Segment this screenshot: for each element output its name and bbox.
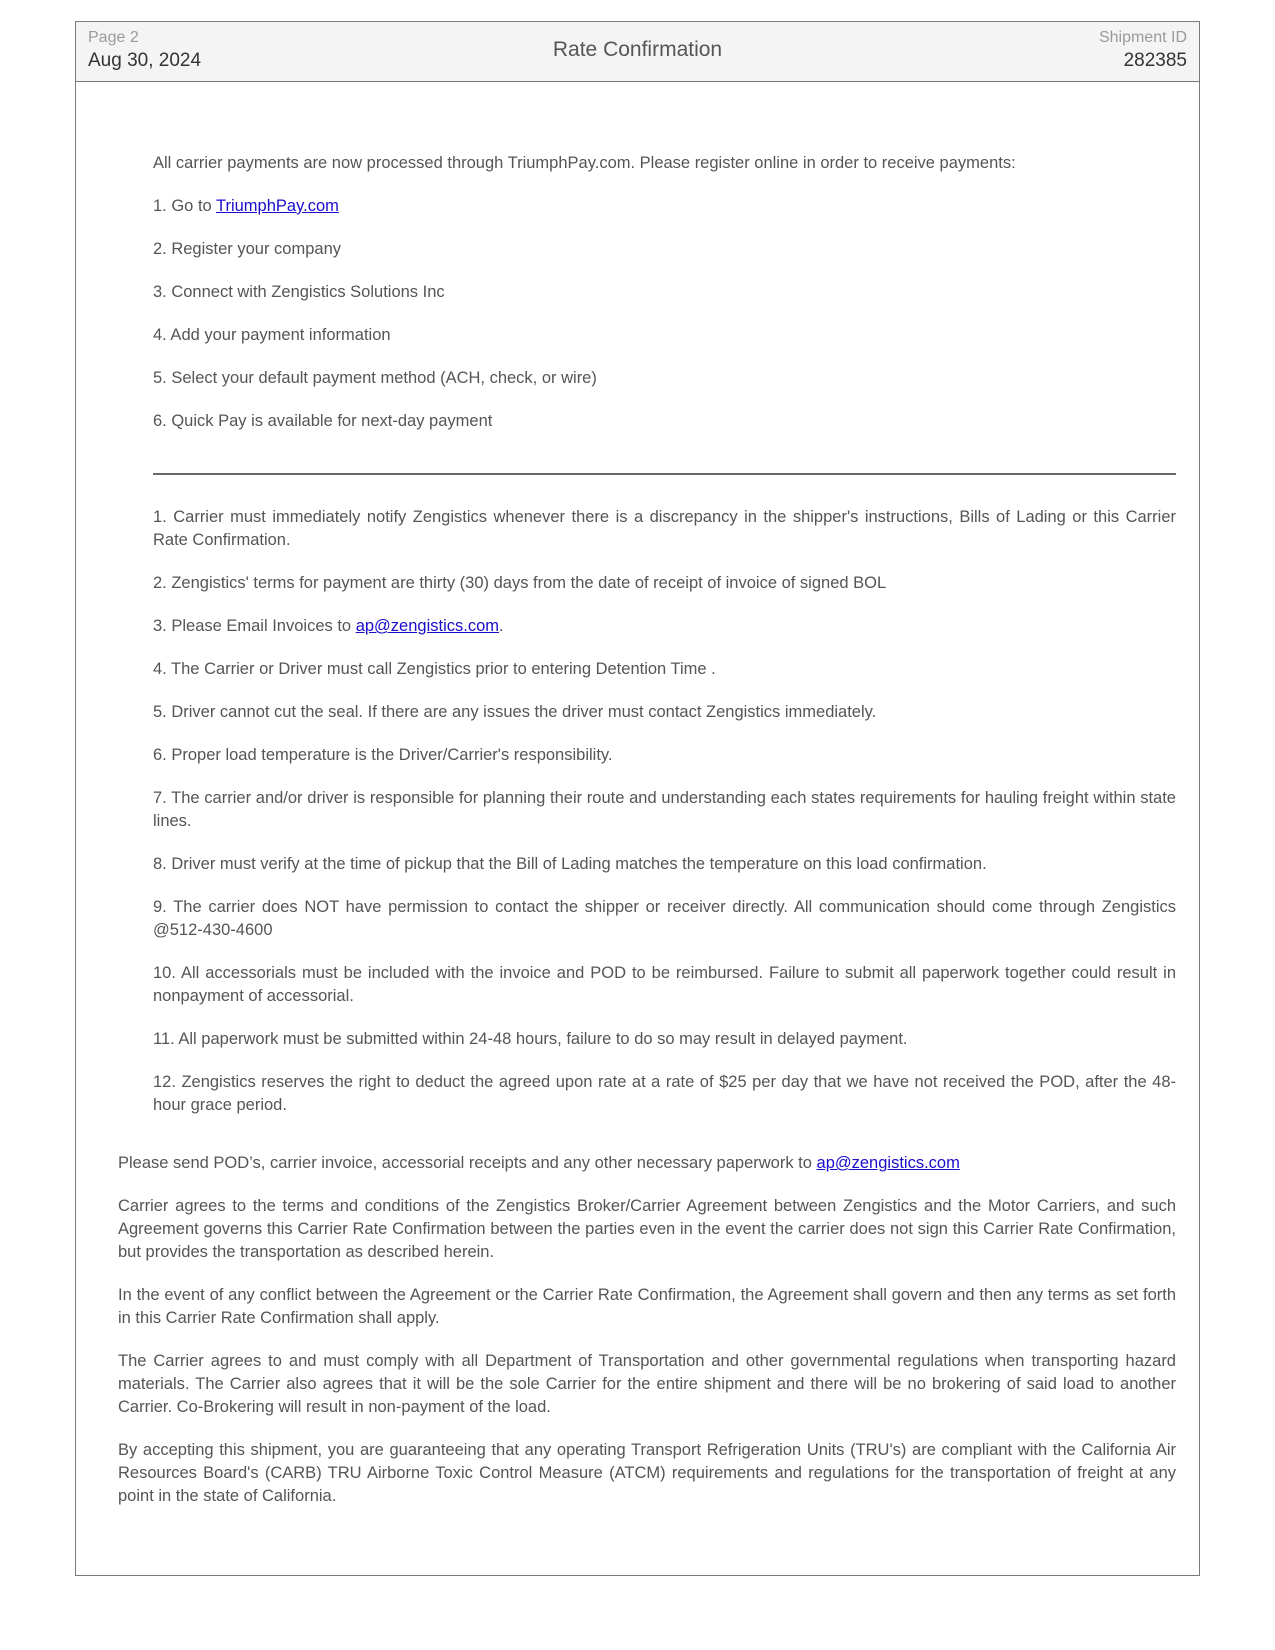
- payment-step-4: 4. Add your payment information: [153, 326, 391, 344]
- invoice-email-link[interactable]: ap@zengistics.com: [355, 617, 499, 635]
- document-page: [75, 21, 1200, 1576]
- carb-compliance-paragraph: By accepting this shipment, you are guaranteeing that any operating Transport Refrigeration Units (TRU's) are compliant with the California Air Resources Board's (CARB) TRU Airborne Toxic Control Measure (ATCM) requirements and regulations for the transportation of freight at any point in the state of California.: [118, 1441, 1176, 1505]
- term-11: 11. All paperwork must be submitted within 24-48 hours, failure to do so may result in delayed payment.: [153, 1030, 908, 1048]
- term-3-period: .: [499, 617, 504, 635]
- payment-step-1-text: 1. Go to: [153, 197, 216, 215]
- term-12: 12. Zengistics reserves the right to deduct the agreed upon rate at a rate of $25 per day that we have not received the POD, after the 48-hour grace period.: [153, 1073, 1176, 1114]
- page-number: Page 2: [88, 29, 139, 46]
- pod-instructions: [118, 1152, 1176, 1175]
- term-7: 7. The carrier and/or driver is responsible for planning their route and understanding each states requirements for hauling freight within state lines.: [153, 789, 1176, 830]
- payment-instructions: [153, 82, 1176, 475]
- document-date: Aug 30, 2024: [88, 50, 202, 71]
- document-title: Rate Confirmation: [552, 38, 723, 61]
- term-3-text: 3. Please Email Invoices to: [153, 617, 356, 635]
- term-5: 5. Driver cannot cut the seal. If there are any issues the driver must contact Zengistics immediately.: [153, 703, 877, 721]
- page-content: [76, 82, 1199, 1528]
- term-10: 10. All accessorials must be included with the invoice and POD to be reimbursed. Failure to submit all paperwork together could result in nonpayment of accessorial.: [153, 964, 1176, 1005]
- term-1: 1. Carrier must immediately notify Zengistics whenever there is a discrepancy in the shipper's instructions, Bills of Lading or this Carrier Rate Confirmation.: [153, 508, 1176, 549]
- triumphpay-link[interactable]: TriumphPay.com: [216, 197, 339, 215]
- header-right: [1099, 28, 1187, 74]
- page-header: [76, 22, 1199, 82]
- dot-compliance-paragraph: The Carrier agrees to and must comply with all Department of Transportation and other governmental regulations when transporting hazard materials. The Carrier also agrees that it will be the sole Carrier for the entire shipment and there will be no brokering of said load to another Carrier. Co-Brokering will result in non-payment of the load.: [118, 1352, 1176, 1416]
- payment-step-6: 6. Quick Pay is available for next-day payment: [153, 412, 493, 430]
- term-4: 4. The Carrier or Driver must call Zengistics prior to entering Detention Time .: [153, 660, 716, 678]
- payment-step-2: 2. Register your company: [153, 240, 342, 258]
- closing-terms: [118, 1137, 1176, 1508]
- term-6: 6. Proper load temperature is the Driver/Carrier's responsibility.: [153, 746, 613, 764]
- shipment-id-value: 282385: [1123, 50, 1187, 71]
- conflict-paragraph: In the event of any conflict between the Agreement or the Carrier Rate Confirmation, the Agreement shall govern and then any terms as set forth in this Carrier Rate Confirmation shall apply.: [118, 1286, 1176, 1327]
- payment-step-3: 3. Connect with Zengistics Solutions Inc: [153, 283, 445, 301]
- term-3: [153, 615, 1176, 638]
- term-2: 2. Zengistics' terms for payment are thirty (30) days from the date of receipt of invoice of signed BOL: [153, 574, 887, 592]
- pod-email-link[interactable]: ap@zengistics.com: [816, 1154, 960, 1172]
- section-divider: [153, 473, 1176, 475]
- agreement-paragraph: Carrier agrees to the terms and conditions of the Zengistics Broker/Carrier Agreement between Zengistics and the Motor Carriers, and such Agreement governs this Carrier Rate Confirmation between the parties even in the event the carrier does not sign this Carrier Rate Confirmation, but provides the transportation as described herein.: [118, 1197, 1176, 1261]
- payment-step-5: 5. Select your default payment method (ACH, check, or wire): [153, 369, 597, 387]
- shipment-id-label: Shipment ID: [1098, 29, 1187, 46]
- pod-instructions-text: Please send POD’s, carrier invoice, accessorial receipts and any other necessary paperwork to: [118, 1154, 817, 1172]
- carrier-terms: [153, 506, 1176, 1117]
- term-9: 9. The carrier does NOT have permission to contact the shipper or receiver directly. All communication should come through Zengistics @512-430-4600: [153, 898, 1176, 939]
- payment-step-1: [153, 195, 1176, 218]
- term-8: 8. Driver must verify at the time of pickup that the Bill of Lading matches the temperature on this load confirmation.: [153, 855, 987, 873]
- payment-intro: All carrier payments are now processed through TriumphPay.com. Please register online in order to receive payments:: [153, 154, 1016, 172]
